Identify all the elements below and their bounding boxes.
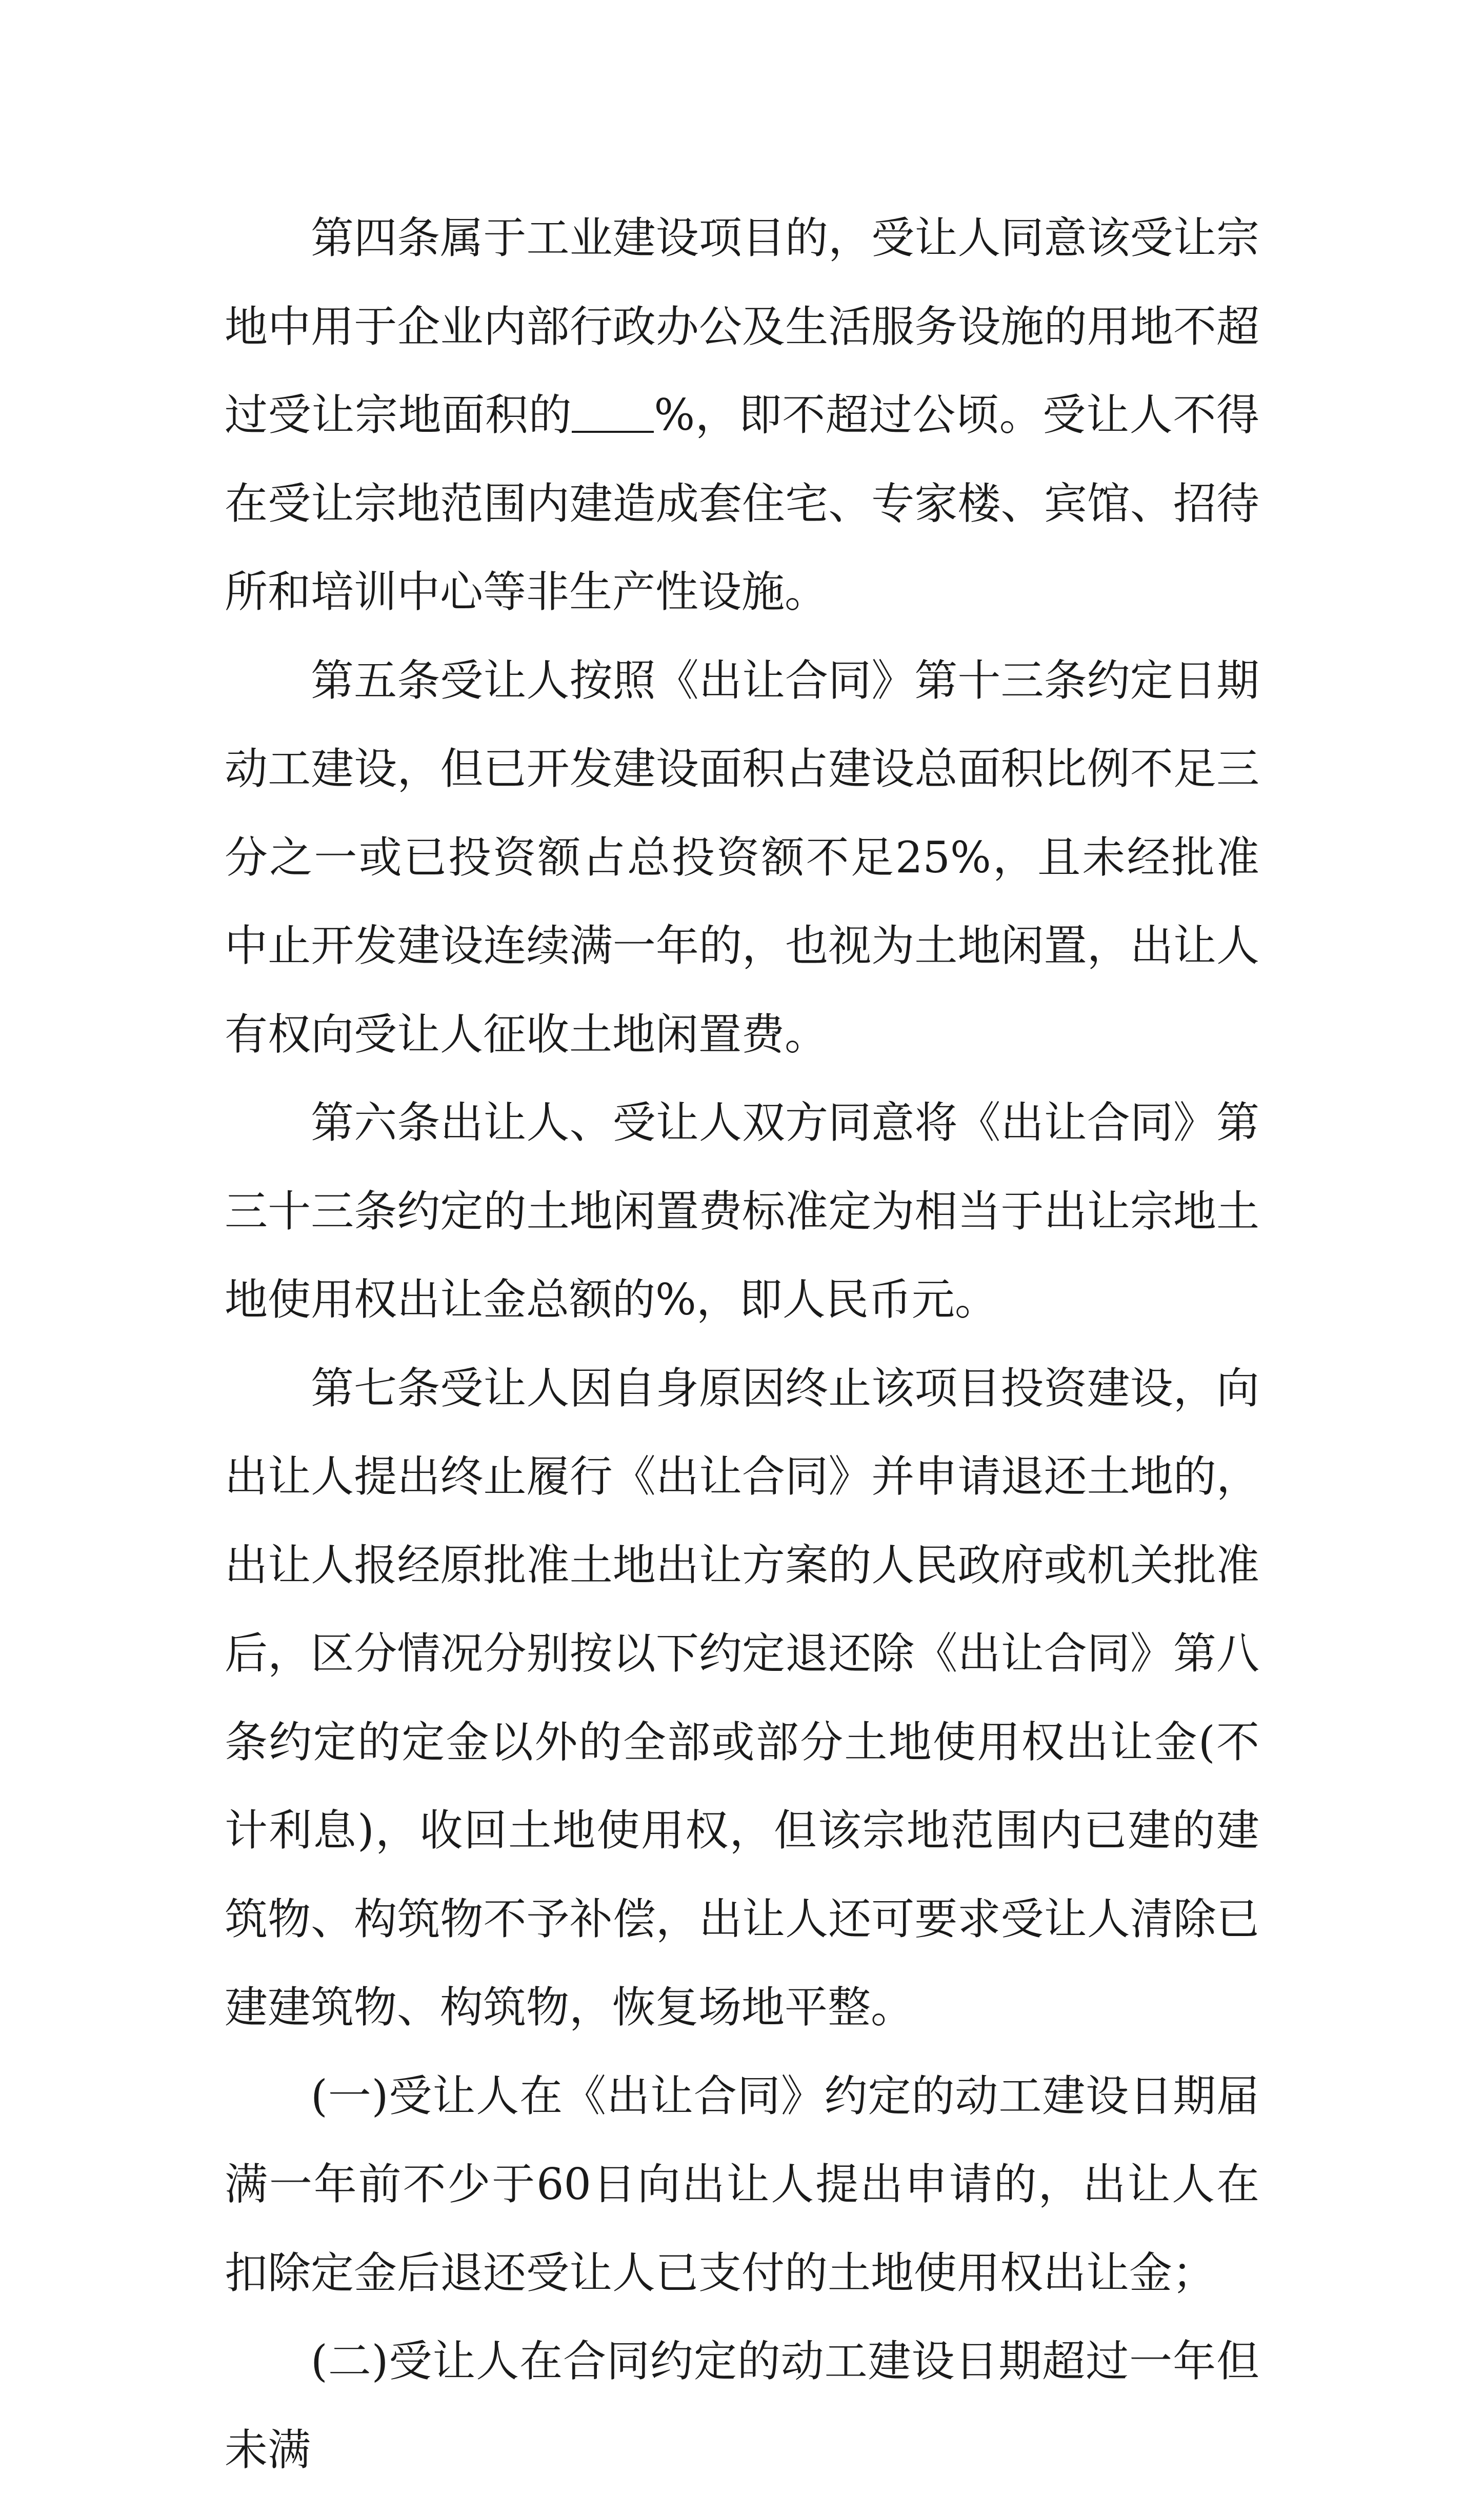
item-1-paragraph: (一)受让人在《出让合同》约定的动工建设日期届满一年前不少于60日向出让人提出申请的，出让人在扣除定金后退还受让人已支付的土地使用权出让金； [225, 2070, 1259, 2298]
article-4-paragraph [225, 194, 1259, 636]
article-6-paragraph: 第六条出让人、受让人双方同意将《出让合同》第三十三条约定的土地闲置费标准定为相当于出让宗地土地使用权出让金总额的%，即人民币元。 [225, 1098, 1259, 1325]
article-7-paragraph: 第七条受让人因自身原因终止该项目投资建设，向出让人提出终止履行《出让合同》并申请退还土地的，出让人报经原批准土地出让方案的人民政府或机关批准后，区分情况分别按以下约定退还除《出让合同》第八条约定的定金以外的全部或部分土地使用权出让金(不计利息)，收回土地使用权，但该宗地范围内已建的建筑物、构筑物不予补偿，出让人还可要求受让人清除已建建筑物、构筑物，恢复场地平整。 [225, 1363, 1259, 2032]
article-5-paragraph: 第五条受让人按照《出让合同》第十三条约定日期动工建设，但已开发建设面积占建设总面积比例不足三分之一或已投资额占总投资额不足25%，且未经批准中止开发建设连续满一年的，也视为土地闲置，出让人有权向受让人征收土地闲置费。 [225, 655, 1259, 1060]
article-4-text-part-1: 第四条属于工业建设项目的，受让人同意该受让宗地中用于企业内部行政办公及生活服务设施的用地不超过受让宗地面积的 [225, 213, 1259, 440]
item-2-paragraph: (二)受让人在合同约定的动工建设日期超过一年但未满 [225, 2336, 1259, 2475]
document-body [225, 194, 1259, 2494]
fill-in-blank [572, 388, 654, 433]
article-4-text-part-2: %，即不超过公顷。受让人不得在受让宗地范围内建造成套住宅、专家楼、宾馆、招待所和培训中心等非生产性设施。 [225, 390, 1259, 617]
